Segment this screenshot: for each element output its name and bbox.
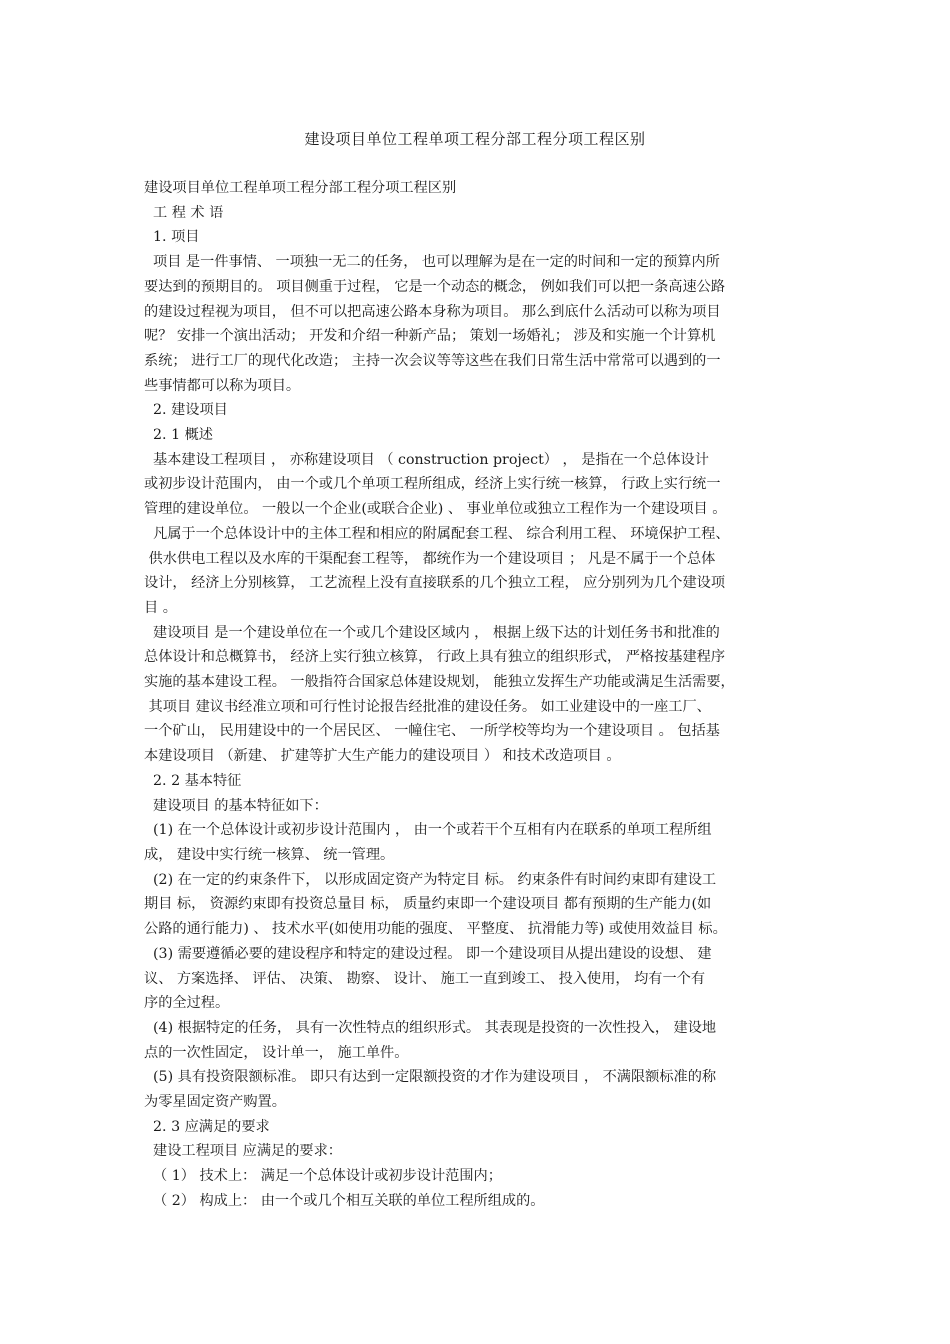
body-line: 公路的通行能力) 、 技术水平(如使用功能的强度、 平整度、 抗滑能力等) 或使用效益目 标。: [144, 921, 727, 938]
body-line: (4) 根据特定的任务， 具有一次性特点的组织形式。 其表现是投资的一次性投入， 建设地: [144, 1019, 717, 1036]
body-line: 管理的建设单位。 一般以一个企业(或联合企业) 、 事业单位或独立工程作为一个建设项目 。: [144, 501, 727, 518]
body-line: 2. 建设项目: [144, 402, 228, 419]
body-line: (5) 具有投资限额标准。 即只有达到一定限额投资的才作为建设项目 ， 不满限额标准的称: [144, 1069, 717, 1086]
body-line: 点的一次性固定， 设计单一， 施工单件。: [144, 1044, 409, 1061]
body-line: 项目 是一件事情、 一项独一无二的任务， 也可以理解为是在一定的时间和一定的预算内所: [144, 254, 720, 271]
body-line: 总体设计和总概算书， 经济上实行独立核算， 行政上具有独立的组织形式， 严格按基建程序: [144, 649, 726, 666]
body-line: 目 。: [144, 599, 177, 616]
body-line: 本建设项目 （新建、 扩建等扩大生产能力的建设项目 ） 和技术改造项目 。: [144, 748, 621, 765]
body-line: 凡属于一个总体设计中的主体工程和相应的附属配套工程、 综合利用工程、 环境保护工程、: [144, 525, 730, 542]
body-line: 期目 标， 资源约束即有投资总量目 标， 质量约束即一个建设项目 都有预期的生产能力(如: [144, 896, 712, 913]
body-line: 些事情都可以称为项目。: [144, 377, 301, 394]
document-title: 建设项目单位工程单项工程分部工程分项工程区别: [304, 130, 646, 148]
body-line: 序的全过程。: [144, 995, 230, 1012]
body-line: 成， 建设中实行统一核算、 统一管理。: [144, 846, 395, 863]
body-line: 基本建设工程项目 ， 亦称建设项目 （ construction project） ， 是指在一个总体设计: [144, 451, 709, 468]
body-line: 为零星固定资产购置。: [144, 1094, 286, 1111]
body-line: 建设项目 的基本特征如下：: [144, 797, 328, 814]
body-line: 1. 项目: [144, 229, 200, 246]
body-line: 系统； 进行工厂的现代化改造； 主持一次会议等等这些在我们日常生活中常常可以遇到的一: [144, 352, 721, 369]
body-line: 供水供电工程以及水库的干渠配套工程等， 都统作为一个建设项目 ； 凡是不属于一个总体: [144, 550, 716, 567]
body-line: 2. 3 应满足的要求: [144, 1118, 270, 1135]
body-line: 议、 方案选择、 评估、 决策、 勘察、 设计、 施工一直到竣工、 投入使用， 均有一个有: [144, 970, 706, 987]
body-line: （ 1） 技术上： 满足一个总体设计或初步设计范围内；: [144, 1168, 502, 1185]
body-line: 建设项目 是一个建设单位在一个或几个建设区域内 ， 根据上级下达的计划任务书和批准的: [144, 624, 720, 641]
body-line: 要达到的预期目的。 项目侧重于过程， 它是一个动态的概念， 例如我们可以把一条高速公路: [144, 278, 726, 295]
body-line: 建设项目单位工程单项工程分部工程分项工程区别: [144, 180, 457, 196]
body-line: 建设工程项目 应满足的要求：: [144, 1143, 342, 1160]
body-line: 一个矿山， 民用建设中的一个居民区、 一幢住宅、 一所学校等均为一个建设项目 。 包括基: [144, 723, 720, 740]
body-line: 的建设过程视为项目， 但不可以把高速公路本身称为项目。 那么到底什么活动可以称为项目: [144, 303, 721, 320]
body-line: (2) 在一定的约束条件下， 以形成固定资产为特定目 标。 约束条件有时间约束即有建设工: [144, 871, 717, 888]
body-line: 实施的基本建设工程。 一般指符合国家总体建设规划， 能独立发挥生产功能或满足生活需要，: [144, 674, 735, 691]
body-line: 2. 1 概述: [144, 427, 213, 444]
document-body: [144, 176, 812, 1214]
body-line: 2. 2 基本特征: [144, 772, 242, 789]
body-line: 工 程 术 语: [144, 204, 224, 221]
body-line: (3) 需要遵循必要的建设程序和特定的建设过程。 即一个建设项目从提出建设的设想、 建: [144, 945, 712, 962]
body-line: (1) 在一个总体设计或初步设计范围内 ， 由一个或若干个互相有内在联系的单项工程所组: [144, 822, 712, 839]
body-line: 其项目 建议书经准立项和可行性讨论报告经批准的建设任务。 如工业建设中的一座工厂、: [144, 698, 711, 715]
body-line: 或初步设计范围内， 由一个或几个单项工程所组成，经济上实行统一核算， 行政上实行统一: [144, 476, 721, 493]
body-line: （ 2） 构成上： 由一个或几个相互关联的单位工程所组成的。: [144, 1192, 545, 1209]
body-line: 呢？ 安排一个演出活动； 开发和介绍一种新产品； 策划一场婚礼； 涉及和实施一个计算机: [144, 328, 716, 345]
body-line: 设计， 经济上分别核算， 工艺流程上没有直接联系的几个独立工程， 应分别列为几个建设项: [144, 575, 726, 592]
